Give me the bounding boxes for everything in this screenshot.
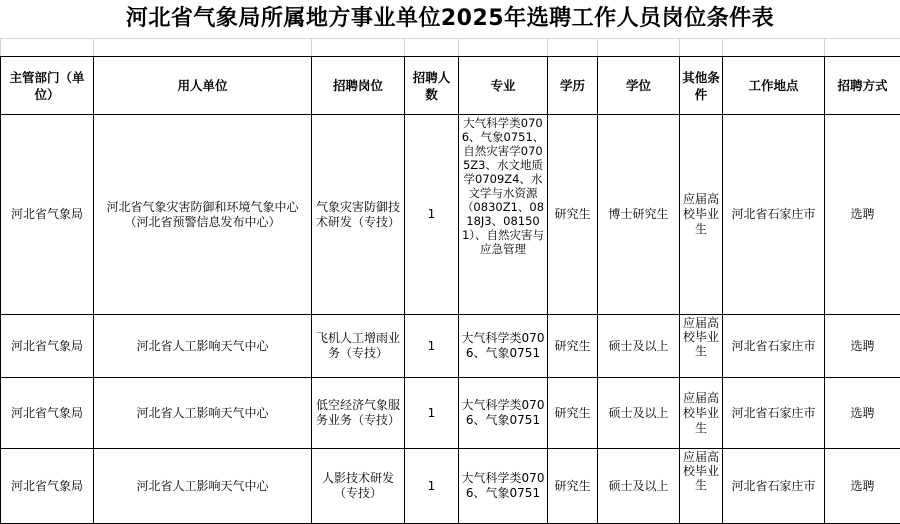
spreadsheet-gridlines [0, 38, 900, 56]
header-dept: 主管部门（单位） [1, 57, 94, 115]
cell-place: 河北省石家庄市 [723, 449, 825, 524]
cell-dept: 河北省气象局 [1, 315, 94, 378]
cell-post: 低空经济气象服务业务（专技） [312, 378, 405, 449]
cell-other-text: 应届高校毕业生 [682, 450, 720, 523]
cell-method: 选聘 [825, 315, 900, 378]
cell-education: 研究生 [548, 449, 598, 524]
cell-other: 应届高校毕业生 [680, 115, 723, 315]
page-title: 河北省气象局所属地方事业单位2025年选聘工作人员岗位条件表 [0, 0, 900, 38]
cell-unit: 河北省气象灾害防御和环境气象中心（河北省预警信息发布中心） [94, 115, 312, 315]
cell-other [680, 315, 723, 378]
header-work-place: 工作地点 [723, 57, 825, 115]
header-degree: 学位 [598, 57, 680, 115]
table-row [1, 315, 900, 378]
header-major: 专业 [459, 57, 548, 115]
cell-dept: 河北省气象局 [1, 449, 94, 524]
cell-place: 河北省石家庄市 [723, 115, 825, 315]
header-count: 招聘人数 [405, 57, 459, 115]
header-post: 招聘岗位 [312, 57, 405, 115]
cell-degree: 硕士及以上 [598, 449, 680, 524]
cell-major: 大气科学类0706、气象0751 [459, 449, 548, 524]
cell-unit: 河北省人工影响天气中心 [94, 449, 312, 524]
cell-unit: 河北省人工影响天气中心 [94, 315, 312, 378]
cell-count: 1 [405, 378, 459, 449]
cell-other-text: 应届高校毕业生 [682, 316, 720, 377]
cell-count: 1 [405, 449, 459, 524]
cell-dept: 河北省气象局 [1, 115, 94, 315]
cell-other: 应届高校毕业生 [680, 378, 723, 449]
cell-other [680, 449, 723, 524]
cell-education: 研究生 [548, 315, 598, 378]
cell-dept: 河北省气象局 [1, 378, 94, 449]
position-table [0, 56, 900, 524]
table-row [1, 378, 900, 449]
cell-major: 大气科学类0706、气象0751 [459, 378, 548, 449]
cell-post: 气象灾害防御技术研发（专技） [312, 115, 405, 315]
header-other-conditions: 其他条件 [680, 57, 723, 115]
cell-education: 研究生 [548, 378, 598, 449]
cell-degree: 博士研究生 [598, 115, 680, 315]
cell-degree: 硕士及以上 [598, 315, 680, 378]
cell-method: 选聘 [825, 115, 900, 315]
cell-count: 1 [405, 115, 459, 315]
header-method: 招聘方式 [825, 57, 900, 115]
cell-place: 河北省石家庄市 [723, 315, 825, 378]
table-header-row [1, 57, 900, 115]
table-row [1, 115, 900, 315]
cell-education: 研究生 [548, 115, 598, 315]
table-row [1, 449, 900, 524]
cell-major: 大气科学类0706、气象0751 [459, 315, 548, 378]
cell-post: 飞机人工增雨业务（专技） [312, 315, 405, 378]
header-education: 学历 [548, 57, 598, 115]
header-unit: 用人单位 [94, 57, 312, 115]
cell-method: 选聘 [825, 378, 900, 449]
cell-major-text: 大气科学类0706、气象0751、自然灾害学0705Z3、水文地质学0709Z4、水文学与水资源（0830Z1、0818J3、081501）、自然灾害与应急管理 [461, 116, 545, 314]
cell-unit: 河北省人工影响天气中心 [94, 378, 312, 449]
cell-post: 人影技术研发（专技） [312, 449, 405, 524]
cell-major [459, 115, 548, 315]
cell-place: 河北省石家庄市 [723, 378, 825, 449]
cell-degree: 硕士及以上 [598, 378, 680, 449]
cell-count: 1 [405, 315, 459, 378]
cell-method: 选聘 [825, 449, 900, 524]
